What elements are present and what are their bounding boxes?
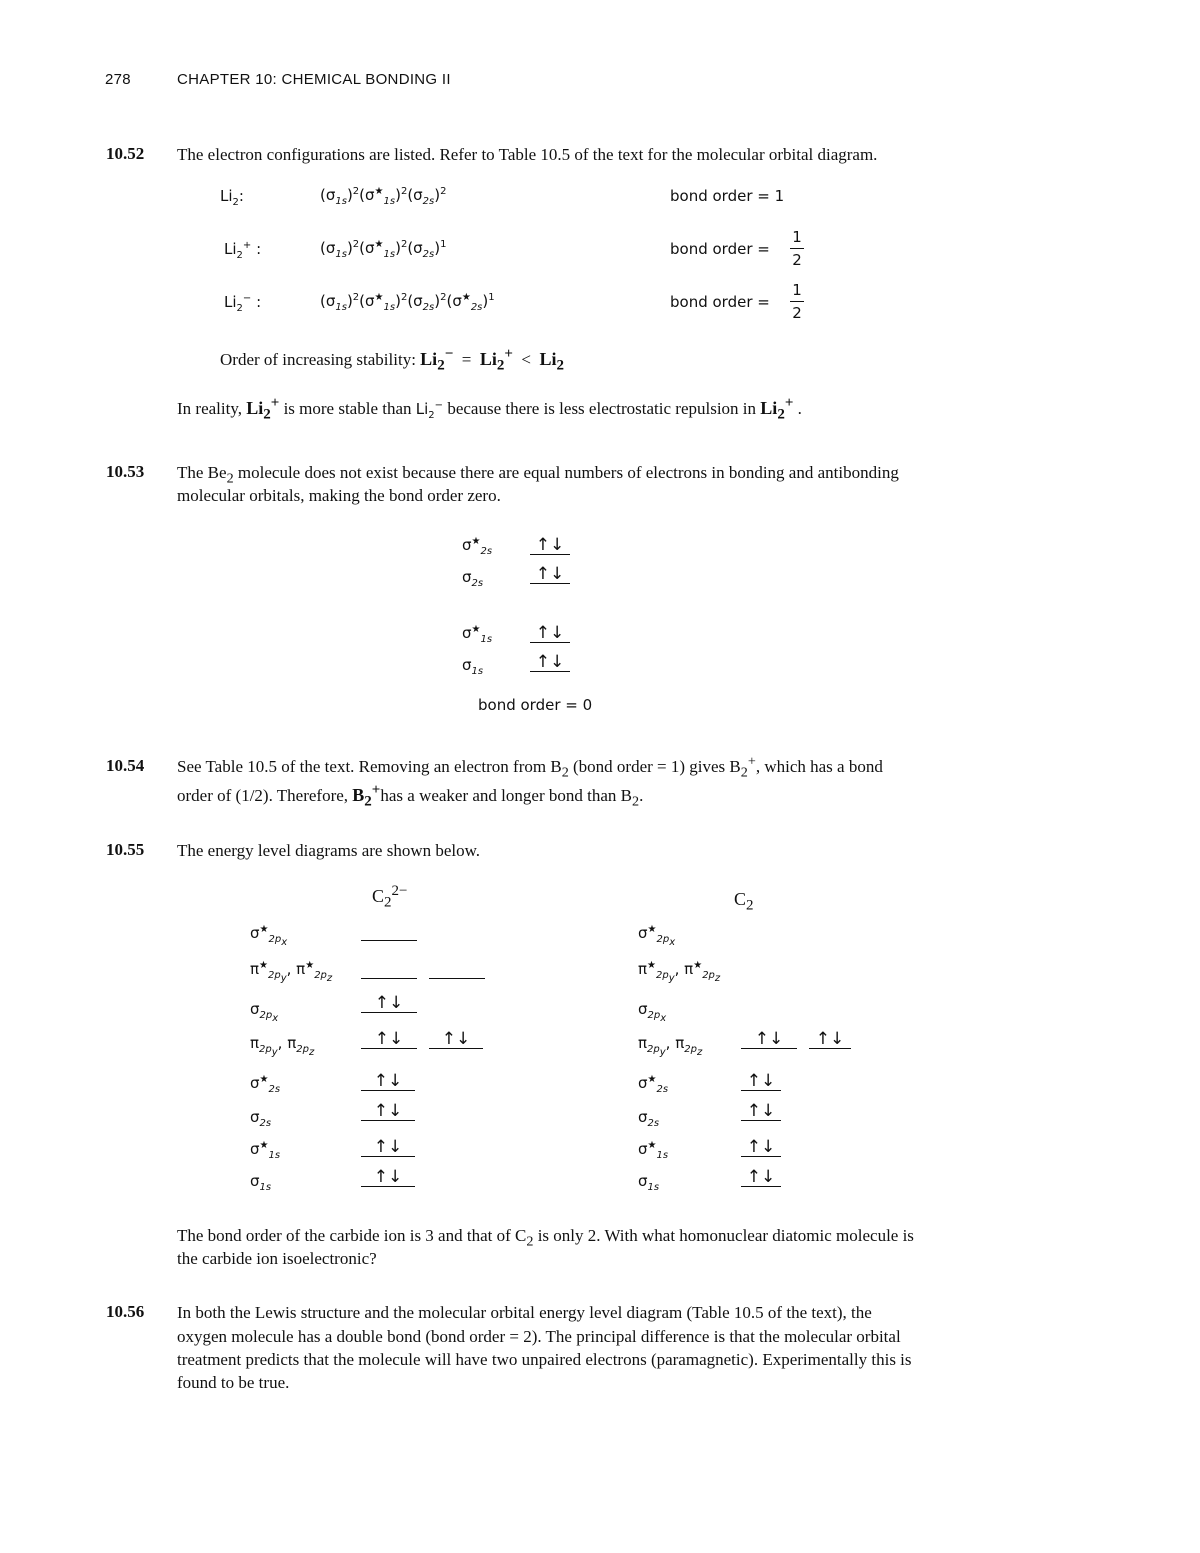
species-li2-plus: $Li_2^+$ : bbox=[224, 240, 262, 261]
problem-number-10-52: 10.52 bbox=[106, 144, 145, 163]
text-10-54-line2: order of (1/2). Therefore, $B_2^+has$ a weaker and longer bond than $B_2$. bbox=[177, 782, 644, 810]
bond-order-label-li2-minus: bond order = bbox=[670, 293, 770, 311]
bond-order-label-li2-plus: bond order = bbox=[670, 240, 770, 258]
closing-10-55-line1: The bond order of the carbide ion is 3 and that of $C_2$ is only 2. With what homonuclear diatomic molecule is bbox=[177, 1226, 914, 1250]
config-li2-minus: $(\sigma_{1s})^2(\sigma^★_{1s})^2(\sigma_{2s})^2(\sigma^★_{2s})^1$ bbox=[320, 292, 495, 313]
level-right-sigma-1s: ↑↓ bbox=[741, 1168, 781, 1187]
level-sigma-1s-star: ↑↓ bbox=[530, 624, 570, 643]
bond-order-be2: bond order = 0 bbox=[478, 696, 593, 714]
level-right-pi-2py: ↑↓ bbox=[741, 1030, 797, 1049]
level-right-sigma-2s-star: ↑↓ bbox=[741, 1072, 781, 1091]
label-left-pi-2p-star: $\pi^★_{2p_y}$, $\pi^★_{2p_z}$ bbox=[250, 960, 333, 984]
orbital-label-sigma-1s: $\sigma_{1s}$ bbox=[462, 656, 484, 677]
level-left-sigma-1s: ↑↓ bbox=[361, 1168, 415, 1187]
diagram-title-carbide: $C_2^{2-}$ bbox=[372, 883, 408, 911]
intro-10-52: The electron configurations are listed. Refer to Table 10.5 of the text for the molecular orbital diagram. bbox=[177, 145, 878, 164]
level-left-sigma-2s-star: ↑↓ bbox=[361, 1072, 415, 1091]
intro-10-55: The energy level diagrams are shown below. bbox=[177, 841, 481, 860]
bond-order-li2: bond order = 1 bbox=[670, 187, 785, 205]
level-sigma-2s-star: ↑↓ bbox=[530, 536, 570, 555]
chapter-title: CHAPTER 10: CHEMICAL BONDING II bbox=[177, 71, 451, 88]
problem-number-10-55: 10.55 bbox=[106, 840, 145, 859]
problem-number-10-53: 10.53 bbox=[106, 462, 145, 481]
text-10-56-line1: In both the Lewis structure and the molecular orbital energy level diagram (Table 10.5 of the text), the bbox=[177, 1303, 872, 1322]
text-10-54-line1: See Table 10.5 of the text. Removing an electron from $B_2$ (bond order = 1) gives $B_2^+$, which has a bond bbox=[177, 753, 883, 781]
label-right-sigma-2s: $\sigma_{2s}$ bbox=[638, 1108, 660, 1129]
level-left-pi-2py-star bbox=[361, 960, 417, 979]
text-10-56-line3: treatment predicts that the molecule will have two unpaired electrons (paramagnetic). Experimentally this is bbox=[177, 1350, 912, 1369]
bond-order-fraction-li2-minus: 1 2 bbox=[790, 281, 804, 322]
label-left-sigma-2s: $\sigma_{2s}$ bbox=[250, 1108, 272, 1129]
level-sigma-1s: ↑↓ bbox=[530, 653, 570, 672]
text-10-56-line4: found to be true. bbox=[177, 1373, 290, 1392]
label-left-sigma-2px: $\sigma_{2p_x}$ bbox=[250, 1000, 279, 1024]
level-left-pi-2py: ↑↓ bbox=[361, 1030, 417, 1049]
orbital-label-sigma-1s-star: $\sigma^★_{1s}$ bbox=[462, 624, 493, 645]
bond-order-fraction-li2-plus: 1 2 bbox=[790, 228, 804, 269]
label-right-sigma-1s: $\sigma_{1s}$ bbox=[638, 1172, 660, 1193]
species-li2-minus: $Li_2^-$ : bbox=[224, 293, 262, 314]
config-li2-plus: $(\sigma_{1s})^2(\sigma^★_{1s})^2(\sigma_{2s})^1$ bbox=[320, 239, 447, 260]
label-left-sigma-1s: $\sigma_{1s}$ bbox=[250, 1172, 272, 1193]
level-left-sigma-2px-star bbox=[361, 922, 417, 941]
label-right-sigma-2px-star: $\sigma^★_{2p_x}$ bbox=[638, 924, 676, 948]
closing-10-55-line2: the carbide ion isoelectronic? bbox=[177, 1249, 377, 1268]
level-left-sigma-2px: ↑↓ bbox=[361, 994, 417, 1013]
level-left-sigma-1s-star: ↑↓ bbox=[361, 1138, 415, 1157]
label-right-pi-2p: $\pi_{2p_y}$, $\pi_{2p_z}$ bbox=[638, 1034, 703, 1058]
problem-number-10-54: 10.54 bbox=[106, 756, 145, 775]
level-left-pi-2pz-star bbox=[429, 960, 485, 979]
label-left-sigma-2px-star: $\sigma^★_{2p_x}$ bbox=[250, 924, 288, 948]
text-10-53-line2: molecular orbitals, making the bond order zero. bbox=[177, 486, 501, 505]
label-right-sigma-1s-star: $\sigma^★_{1s}$ bbox=[638, 1140, 669, 1161]
page-number: 278 bbox=[105, 71, 131, 88]
config-li2: $(\sigma_{1s})^2(\sigma^★_{1s})^2(\sigma_{2s})^2$ bbox=[320, 186, 447, 207]
level-right-sigma-1s-star: ↑↓ bbox=[741, 1138, 781, 1157]
orbital-label-sigma-2s-star: $\sigma^★_{2s}$ bbox=[462, 536, 493, 557]
text-10-56-line2: oxygen molecule has a double bond (bond order = 2). The principal difference is that the molecular orbital bbox=[177, 1327, 901, 1346]
label-right-pi-2p-star: $\pi^★_{2p_y}$, $\pi^★_{2p_z}$ bbox=[638, 960, 721, 984]
label-right-sigma-2px: $\sigma_{2p_x}$ bbox=[638, 1000, 667, 1024]
level-left-sigma-2s: ↑↓ bbox=[361, 1102, 415, 1121]
level-left-pi-2pz: ↑↓ bbox=[429, 1030, 483, 1049]
diagram-title-c2: $C_2$ bbox=[734, 889, 754, 914]
problem-number-10-56: 10.56 bbox=[106, 1302, 145, 1321]
level-right-sigma-2s: ↑↓ bbox=[741, 1102, 781, 1121]
orbital-label-sigma-2s: $\sigma_{2s}$ bbox=[462, 568, 484, 589]
label-left-pi-2p: $\pi_{2p_y}$, $\pi_{2p_z}$ bbox=[250, 1034, 315, 1058]
stability-order: Order of increasing stability: $Li_2^- = Li_2^+ < Li_2$ bbox=[220, 346, 565, 374]
label-left-sigma-2s-star: $\sigma^★_{2s}$ bbox=[250, 1074, 281, 1095]
label-right-sigma-2s-star: $\sigma^★_{2s}$ bbox=[638, 1074, 669, 1095]
label-left-sigma-1s-star: $\sigma^★_{1s}$ bbox=[250, 1140, 281, 1161]
level-sigma-2s: ↑↓ bbox=[530, 565, 570, 584]
species-li2: $Li_2$: bbox=[220, 187, 244, 208]
level-right-pi-2pz: ↑↓ bbox=[809, 1030, 851, 1049]
text-10-53-line1: The $Be_2$ molecule does not exist because there are equal numbers of electrons in bonding and antibonding bbox=[177, 463, 899, 487]
reality-sentence: In reality, $Li_2^+$ is more stable than $Li_2^-$ because there is less electrostatic repulsion in $Li_2^+$ . bbox=[177, 395, 802, 423]
